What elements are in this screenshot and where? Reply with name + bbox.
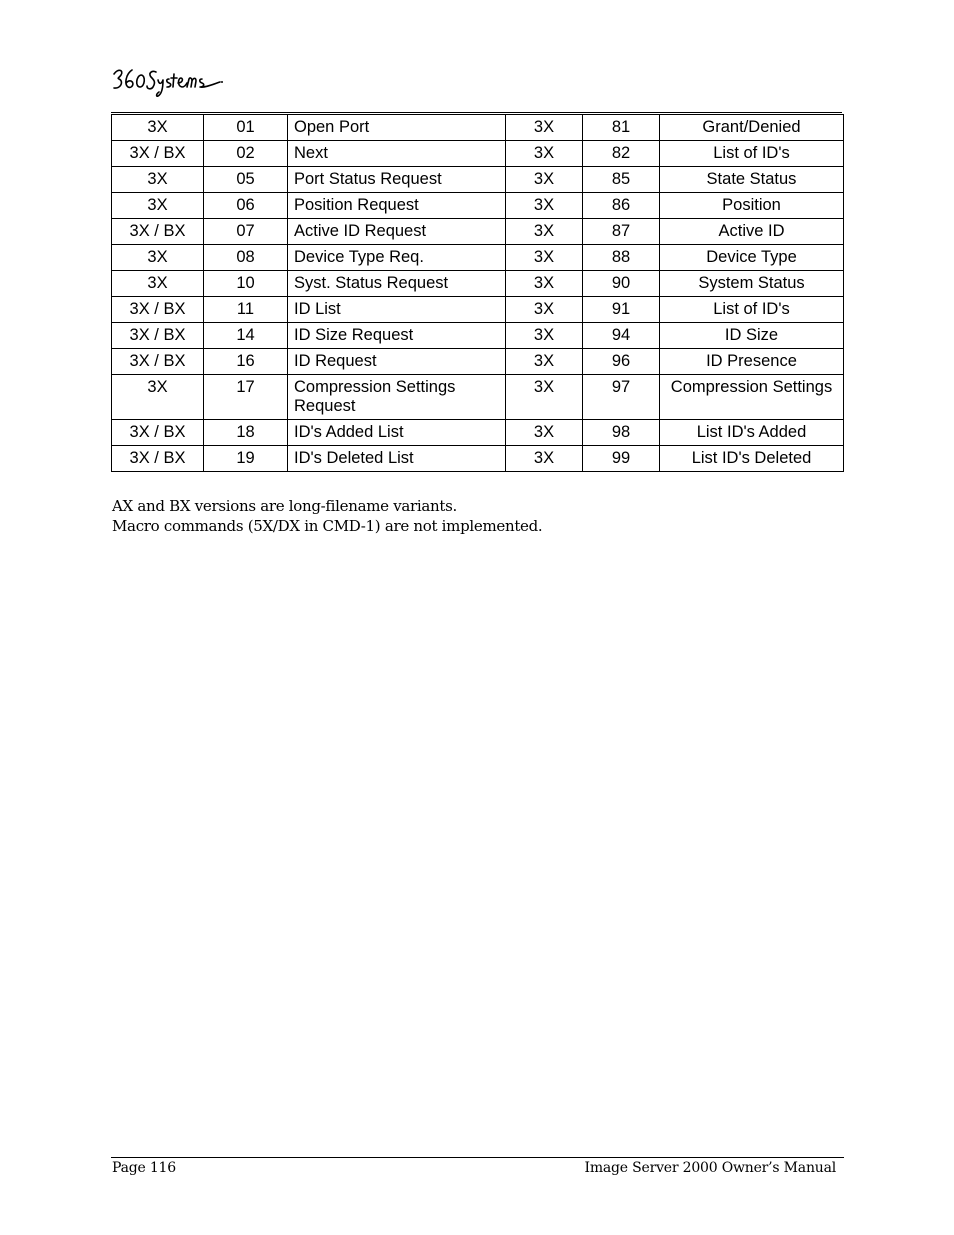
command-name-cell: Position Request xyxy=(288,193,506,219)
command-name-cell: Port Status Request xyxy=(288,167,506,193)
response-type-cell: 3X xyxy=(506,420,583,446)
command-code-cell: 02 xyxy=(204,141,288,167)
command-name-cell: ID Size Request xyxy=(288,323,506,349)
command-type-cell: 3X / BX xyxy=(112,219,204,245)
command-code-cell: 14 xyxy=(204,323,288,349)
table-row xyxy=(112,349,844,375)
response-name-cell: Compression Settings xyxy=(660,375,844,420)
response-name-cell: List of ID's xyxy=(660,141,844,167)
response-code-cell: 96 xyxy=(583,349,660,375)
command-code-cell: 18 xyxy=(204,420,288,446)
response-code-cell: 97 xyxy=(583,375,660,420)
table-row xyxy=(112,446,844,472)
response-name-cell: ID Size xyxy=(660,323,844,349)
command-type-cell: 3X / BX xyxy=(112,297,204,323)
response-type-cell: 3X xyxy=(506,271,583,297)
command-code-cell: 06 xyxy=(204,193,288,219)
command-code-cell: 11 xyxy=(204,297,288,323)
response-code-cell: 98 xyxy=(583,420,660,446)
response-code-cell: 94 xyxy=(583,323,660,349)
response-name-cell: List ID's Added xyxy=(660,420,844,446)
response-code-cell: 90 xyxy=(583,271,660,297)
command-code-cell: 01 xyxy=(204,115,288,141)
command-type-cell: 3X xyxy=(112,245,204,271)
footer-rule xyxy=(111,1157,844,1158)
table-row xyxy=(112,375,844,420)
command-name-cell: Next xyxy=(288,141,506,167)
response-name-cell: Active ID xyxy=(660,219,844,245)
command-code-cell: 17 xyxy=(204,375,288,420)
response-type-cell: 3X xyxy=(506,245,583,271)
table-row xyxy=(112,141,844,167)
note-long-filename: AX and BX versions are long-filename variants. xyxy=(112,497,457,515)
table-row xyxy=(112,219,844,245)
command-type-cell: 3X / BX xyxy=(112,323,204,349)
response-name-cell: Position xyxy=(660,193,844,219)
command-type-cell: 3X / BX xyxy=(112,349,204,375)
command-name-cell: ID Request xyxy=(288,349,506,375)
response-type-cell: 3X xyxy=(506,446,583,472)
response-name-cell: List of ID's xyxy=(660,297,844,323)
note-macro-commands: Macro commands (5X/DX in CMD-1) are not implemented. xyxy=(112,517,543,535)
response-code-cell: 81 xyxy=(583,115,660,141)
command-type-cell: 3X xyxy=(112,167,204,193)
manual-title: Image Server 2000 Owner’s Manual xyxy=(584,1160,836,1176)
command-type-cell: 3X / BX xyxy=(112,420,204,446)
command-code-cell: 07 xyxy=(204,219,288,245)
response-name-cell: List ID's Deleted xyxy=(660,446,844,472)
response-name-cell: Device Type xyxy=(660,245,844,271)
response-type-cell: 3X xyxy=(506,323,583,349)
command-type-cell: 3X xyxy=(112,375,204,420)
response-type-cell: 3X xyxy=(506,167,583,193)
response-code-cell: 99 xyxy=(583,446,660,472)
response-type-cell: 3X xyxy=(506,141,583,167)
table-row xyxy=(112,167,844,193)
table-row xyxy=(112,297,844,323)
command-type-cell: 3X / BX xyxy=(112,446,204,472)
response-code-cell: 85 xyxy=(583,167,660,193)
response-code-cell: 88 xyxy=(583,245,660,271)
response-type-cell: 3X xyxy=(506,115,583,141)
command-table xyxy=(111,114,844,472)
command-code-cell: 05 xyxy=(204,167,288,193)
command-name-cell: ID List xyxy=(288,297,506,323)
response-name-cell: State Status xyxy=(660,167,844,193)
command-type-cell: 3X xyxy=(112,271,204,297)
response-name-cell: Grant/Denied xyxy=(660,115,844,141)
response-code-cell: 87 xyxy=(583,219,660,245)
page-number: Page 116 xyxy=(112,1160,176,1176)
response-code-cell: 91 xyxy=(583,297,660,323)
command-name-cell: Open Port xyxy=(288,115,506,141)
response-type-cell: 3X xyxy=(506,193,583,219)
response-type-cell: 3X xyxy=(506,297,583,323)
command-type-cell: 3X / BX xyxy=(112,141,204,167)
command-name-cell: Syst. Status Request xyxy=(288,271,506,297)
response-type-cell: 3X xyxy=(506,219,583,245)
response-name-cell: ID Presence xyxy=(660,349,844,375)
command-type-cell: 3X xyxy=(112,115,204,141)
command-name-cell: ID's Deleted List xyxy=(288,446,506,472)
response-code-cell: 82 xyxy=(583,141,660,167)
command-name-cell: Compression Settings Request xyxy=(288,375,506,420)
command-table-body xyxy=(112,115,844,472)
command-type-cell: 3X xyxy=(112,193,204,219)
notes xyxy=(112,496,542,536)
command-code-cell: 08 xyxy=(204,245,288,271)
response-type-cell: 3X xyxy=(506,349,583,375)
company-logo xyxy=(110,62,230,102)
command-name-cell: ID's Added List xyxy=(288,420,506,446)
command-code-cell: 16 xyxy=(204,349,288,375)
command-name-cell: Active ID Request xyxy=(288,219,506,245)
table-row xyxy=(112,323,844,349)
command-code-cell: 10 xyxy=(204,271,288,297)
response-type-cell: 3X xyxy=(506,375,583,420)
response-name-cell: System Status xyxy=(660,271,844,297)
table-row xyxy=(112,115,844,141)
command-name-cell: Device Type Req. xyxy=(288,245,506,271)
table-row xyxy=(112,271,844,297)
header-rule xyxy=(111,112,842,113)
table-row xyxy=(112,420,844,446)
response-code-cell: 86 xyxy=(583,193,660,219)
table-row xyxy=(112,193,844,219)
table-row xyxy=(112,245,844,271)
command-code-cell: 19 xyxy=(204,446,288,472)
